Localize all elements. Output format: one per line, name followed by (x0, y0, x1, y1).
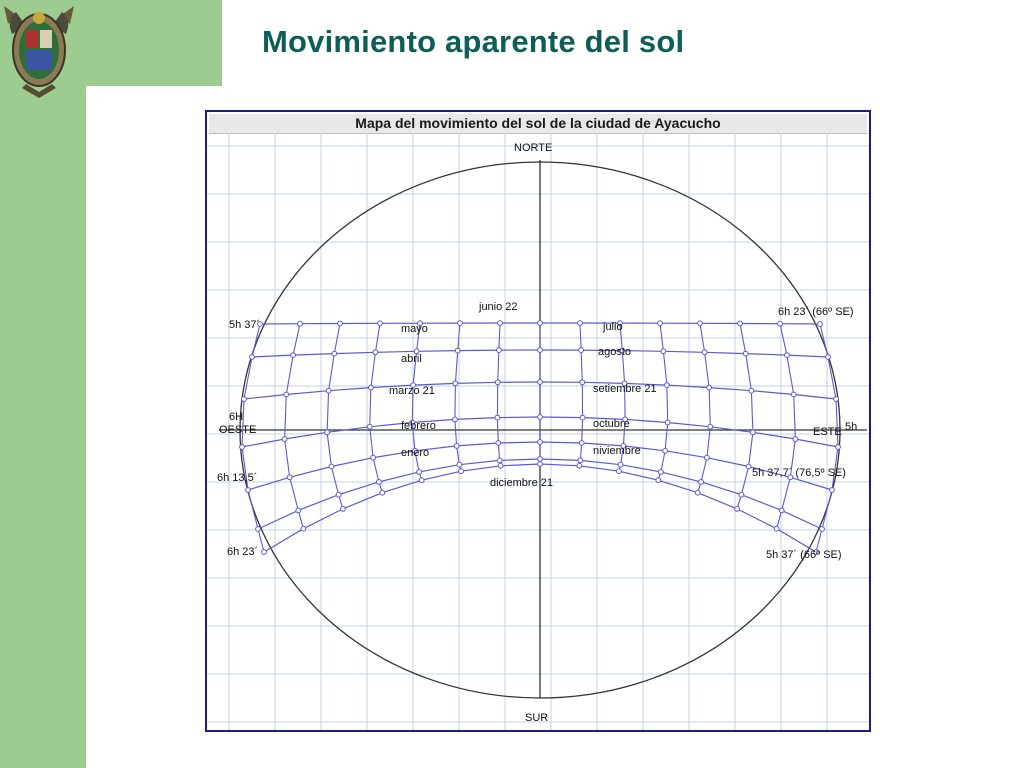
sun-path-node (538, 348, 543, 353)
label-south: SUR (525, 712, 549, 724)
background-grid (207, 133, 869, 730)
sun-path-node (336, 492, 341, 497)
label-west-bottom-time: 6h 23´ (227, 546, 259, 558)
label-north: NORTE (514, 142, 553, 154)
sun-path-node (296, 508, 301, 513)
sun-path-node (538, 462, 543, 467)
sun-path-node (836, 445, 841, 450)
label-julio: julio (603, 321, 623, 333)
sun-path-node (291, 353, 296, 358)
sun-path-node (579, 348, 584, 353)
sun-path-node (497, 458, 502, 463)
sun-path-diagram (207, 112, 869, 730)
sun-path-node (256, 527, 261, 532)
slide-title: Movimiento aparente del sol (262, 24, 685, 59)
sun-path-hour-line (370, 323, 383, 492)
sun-path-node (284, 392, 289, 397)
sun-path-node (774, 526, 779, 531)
sun-path-node (498, 321, 503, 326)
sun-path-node (617, 469, 622, 474)
sun-path-node (240, 445, 245, 450)
sun-path-node (834, 397, 839, 402)
sun-path-node (242, 397, 247, 402)
sun-path-node (246, 488, 251, 493)
label-mayo: mayo (401, 323, 428, 335)
sun-path-node (495, 380, 500, 385)
sun-path-node (250, 355, 255, 360)
label-febrero: febrero (401, 420, 436, 432)
sun-path-node (538, 440, 543, 445)
label-east-bottom-time: 5h 37´ (66º SE) (766, 549, 842, 561)
label-abril: abril (401, 353, 422, 365)
label-east-mid-time: 5h 37,7´ (76,5º SE) (752, 467, 846, 479)
label-enero: enero (401, 447, 430, 459)
label-agosto: agosto (598, 346, 632, 358)
sun-path-node (377, 480, 382, 485)
sun-path-node (699, 480, 704, 485)
sun-path-node (326, 388, 331, 393)
sun-path-node (659, 470, 664, 475)
sun-path-node (698, 321, 703, 326)
sun-path-node (371, 455, 376, 460)
sun-path-node (618, 462, 623, 467)
sun-path-node (298, 321, 303, 326)
label-east: ESTE (813, 426, 842, 438)
sun-path-node (262, 550, 267, 555)
sun-path-node (580, 415, 585, 420)
sun-path-node (538, 321, 543, 326)
sun-path-node (830, 488, 835, 493)
sun-path-node (457, 462, 462, 467)
sun-path-node (454, 444, 459, 449)
label-west-mid-time: 6h 13,5´ (217, 472, 258, 484)
sun-path-node (578, 458, 583, 463)
sun-path-node (793, 437, 798, 442)
sun-path-node (791, 392, 796, 397)
left-green-bar (0, 0, 86, 768)
label-west: OESTE (219, 424, 257, 436)
sun-path-node (658, 321, 663, 326)
sun-path-node (702, 350, 707, 355)
sun-path-node (497, 348, 502, 353)
sun-path-node (455, 348, 460, 353)
sun-path-figure (205, 110, 871, 732)
label-octubre: octubre (593, 418, 630, 430)
sun-path-node (778, 321, 783, 326)
university-crest-logo (2, 0, 76, 104)
sun-path-node (338, 321, 343, 326)
sun-path-node (419, 478, 424, 483)
sun-path-node (287, 475, 292, 480)
sun-path-node (538, 380, 543, 385)
sun-path-node (826, 355, 831, 360)
sun-path-hour-line (698, 323, 711, 492)
sun-path-hour-line (658, 323, 667, 480)
sun-path-node (498, 463, 503, 468)
label-east-top-time: 6h 23´ (66º SE) (778, 306, 854, 318)
sun-path-node (818, 322, 823, 327)
sun-path-node (751, 430, 756, 435)
sun-path-node (580, 380, 585, 385)
sun-path-node (373, 350, 378, 355)
sun-path-node (538, 415, 543, 420)
sun-path-node (329, 464, 334, 469)
sun-path-node (378, 321, 383, 326)
sun-path-node (577, 463, 582, 468)
sun-path-node (749, 388, 754, 393)
sun-path-node (661, 349, 666, 354)
sun-path-node (738, 321, 743, 326)
sun-path-node (325, 430, 330, 435)
sun-path-node (380, 490, 385, 495)
label-east-5h: 5h (845, 421, 858, 433)
sun-path-node (735, 507, 740, 512)
sun-path-node (665, 383, 670, 388)
sun-path-node (665, 420, 670, 425)
label-setiembre: setiembre 21 (593, 383, 657, 395)
sun-path-node (495, 415, 500, 420)
sun-path-node (663, 448, 668, 453)
sun-path-node (746, 464, 751, 469)
sun-path-node (332, 351, 337, 356)
sun-path-node (695, 490, 700, 495)
sun-path-node (656, 478, 661, 483)
label-west-6h: 6H (229, 411, 244, 423)
sun-path-node (453, 381, 458, 386)
sun-path-node (785, 353, 790, 358)
label-diciembre: diciembre 21 (490, 477, 553, 489)
sun-path-node (341, 507, 346, 512)
sun-path-node (705, 455, 710, 460)
sun-path-node (453, 417, 458, 422)
sun-path-node (367, 424, 372, 429)
sun-path-node (578, 321, 583, 326)
sun-path-node (458, 321, 463, 326)
sun-path-node (459, 469, 464, 474)
label-marzo: marzo 21 (389, 385, 435, 397)
sun-path-node (743, 351, 748, 356)
sun-path-node (369, 385, 374, 390)
sun-path-node (779, 508, 784, 513)
label-noviembre: niviembre (593, 445, 641, 457)
sun-path-node (579, 441, 584, 446)
sun-path-node (496, 441, 501, 446)
label-junio: junio 22 (479, 301, 518, 313)
figure-title: Mapa del movimiento del sol de la ciudad de Ayacucho (209, 114, 867, 134)
sun-path-node (538, 457, 543, 462)
sun-path-node (820, 527, 825, 532)
sun-path-node (707, 385, 712, 390)
sun-path-node (301, 526, 306, 531)
sun-path-node (417, 470, 422, 475)
sun-path-node (708, 424, 713, 429)
sun-path-node (739, 492, 744, 497)
sun-path-hour-line (455, 323, 461, 471)
label-west-top-time: 5h 37´ (229, 319, 261, 331)
sun-path-node (282, 437, 287, 442)
